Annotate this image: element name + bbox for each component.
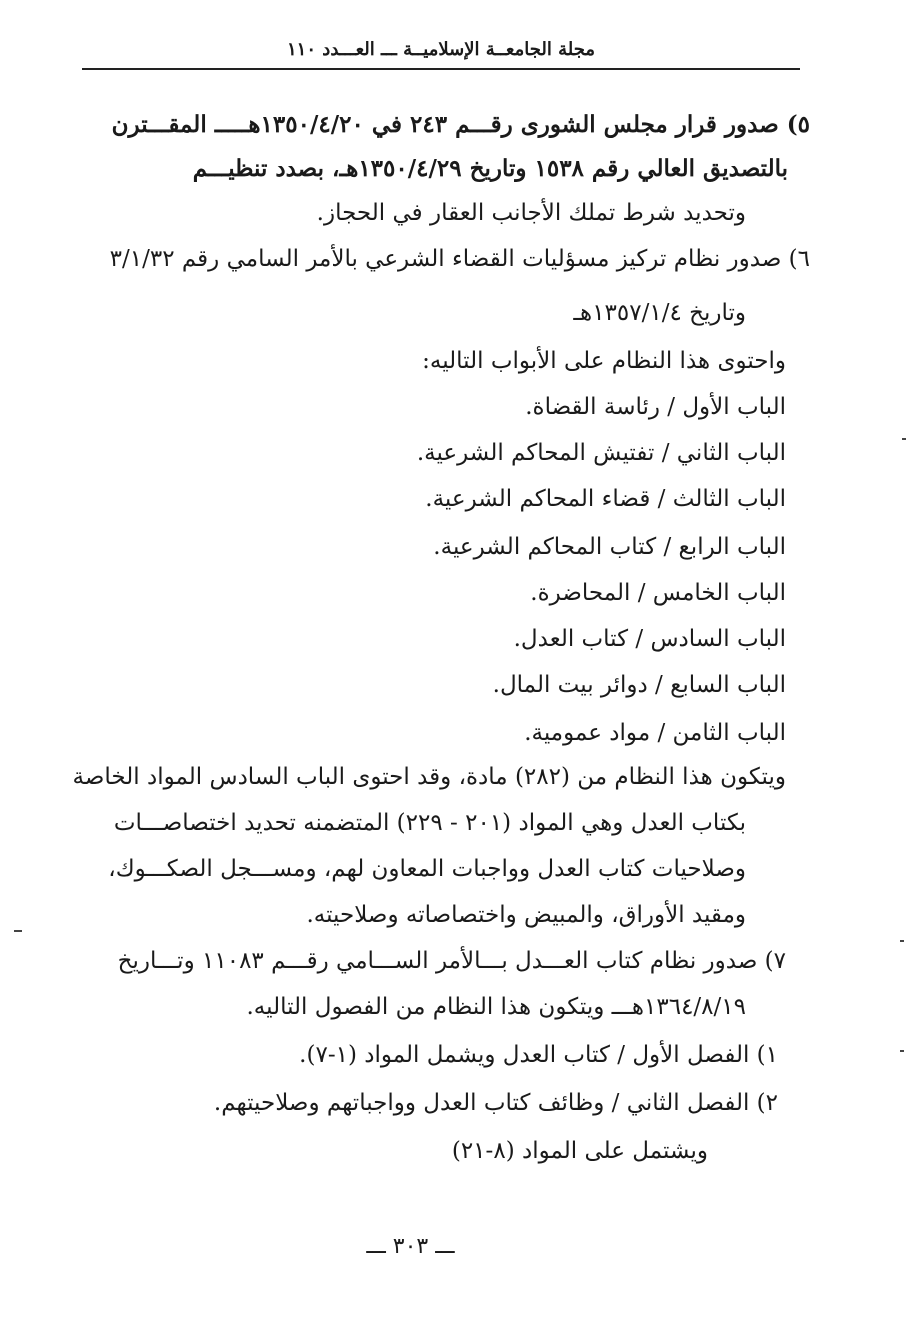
chapter-7: الباب السابع / دوائر بيت المال. — [492, 672, 786, 698]
chapter-8: الباب الثامن / مواد عمومية. — [524, 720, 786, 746]
chapter-4: الباب الرابع / كتاب المحاكم الشرعية. — [433, 534, 786, 560]
chapter-5: الباب الخامس / المحاضرة. — [530, 580, 786, 606]
item-5-line-2: بالتصديق العالي رقم ١٥٣٨ وتاريخ ١٣٥٠/٤/٢٩هـ، بصدد تنظيـــم — [192, 155, 788, 182]
item-5-line-1: ٥) صدور قرار مجلس الشورى رقـــم ٢٤٣ في ١٣٥٠/٤/٢٠هـــــ المقـــترن — [111, 111, 810, 138]
item-6-line-2: وتاريخ ١٣٥٧/١/٤هـ — [573, 300, 746, 326]
articles-paragraph-line-3: وصلاحيات كتاب العدل وواجبات المعاون لهم، ومســـجل الصكـــوك، — [108, 856, 746, 882]
chapter-6: الباب السادس / كتاب العدل. — [513, 626, 786, 652]
chapter-1: الباب الأول / رئاسة القضاة. — [525, 394, 786, 420]
scan-mark — [14, 930, 22, 932]
section-2-articles: ويشتمل على المواد (٨-٢١) — [451, 1138, 708, 1164]
articles-paragraph-line-1: ويتكون هذا النظام من (٢٨٢) مادة، وقد احتوى الباب السادس المواد الخاصة — [72, 764, 786, 790]
chapters-intro: واحتوى هذا النظام على الأبواب التاليه: — [422, 348, 786, 374]
chapter-3: الباب الثالث / قضاء المحاكم الشرعية. — [425, 486, 786, 512]
articles-paragraph-line-2: بكتاب العدل وهي المواد (٢٠١ - ٢٢٩) المتضمنه تحديد اختصاصـــات — [113, 810, 746, 836]
running-header: مجلة الجامعــة الإسلاميــة ـــ العـــدد ١١٠ — [287, 39, 595, 60]
scan-mark — [900, 1050, 904, 1052]
item-7-line-1: ٧) صدور نظام كتاب العـــدل بـــالأمر الســـامي رقـــم ١١٠٨٣ وتـــاريخ — [117, 948, 786, 974]
item-7-line-2: ١٣٦٤/٨/١٩هـــ ويتكون هذا النظام من الفصول التاليه. — [246, 994, 746, 1020]
section-1: ١) الفصل الأول / كتاب العدل ويشمل المواد (١-٧). — [299, 1042, 778, 1068]
articles-paragraph-line-4: ومقيد الأوراق، والمبيض واختصاصاته وصلاحيته. — [306, 902, 746, 928]
page-number: ـــ ٣٠٣ ـــ — [366, 1234, 455, 1259]
header-rule — [82, 68, 800, 70]
chapter-2: الباب الثاني / تفتيش المحاكم الشرعية. — [416, 440, 786, 466]
scan-mark — [900, 940, 904, 942]
scan-mark — [902, 438, 906, 440]
item-5-line-3: وتحديد شرط تملك الأجانب العقار في الحجاز. — [316, 200, 746, 226]
section-2: ٢) الفصل الثاني / وظائف كتاب العدل وواجباتهم وصلاحيتهم. — [213, 1090, 778, 1116]
item-6-line-1: ٦) صدور نظام تركيز مسؤليات القضاء الشرعي بالأمر السامي رقم ٣/١/٣٢ — [109, 246, 810, 272]
